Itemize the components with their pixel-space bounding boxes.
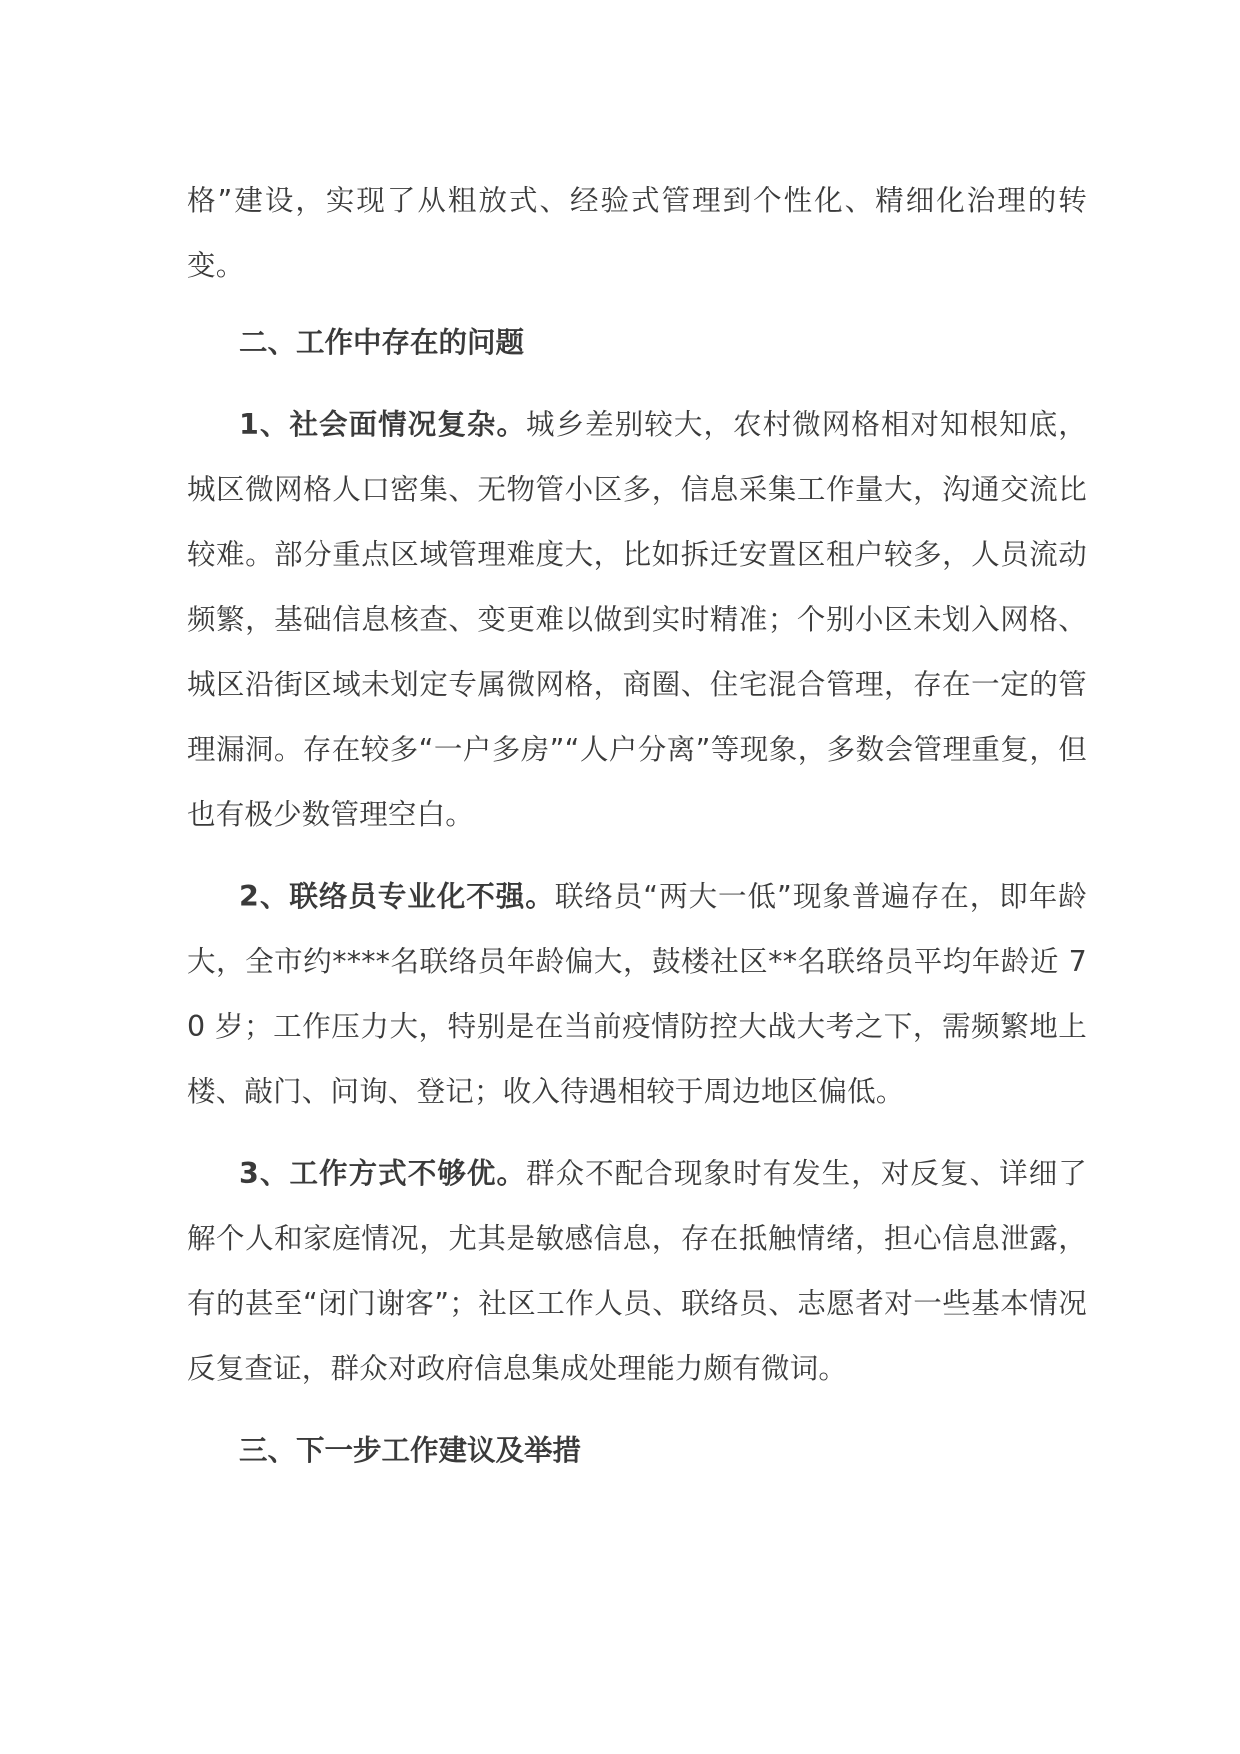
problem-item-text: 城乡差别较大，农村微网格相对知根知底，城区微网格人口密集、无物管小区多，信息采集工作量大，沟通交流比较难。部分重点区域管理难度大，比如拆迁安置区租户较多，人员流动频繁，基础信息核查、变更难以做到实时精准；个别小区未划入网格、城区沿街区域未划定专属微网格，商圈、住宅混合管理，存在一定的管理漏洞。存在较多“一户多房”“人户分离”等现象，多数会管理重复，但也有极少数管理空白。: [187, 408, 1087, 831]
problem-item-2: [187, 864, 1087, 1124]
problem-item-3: [187, 1141, 1087, 1401]
problem-item-text: 群众不配合现象时有发生，对反复、详细了解个人和家庭情况，尤其是敏感信息，存在抵触情绪，担心信息泄露，有的甚至“闭门谢客”；社区工作人员、联络员、志愿者对一些基本情况反复查证，群众对政府信息集成处理能力颇有微词。: [187, 1157, 1087, 1385]
section-heading-problems: 二、工作中存在的问题: [239, 326, 525, 359]
continuation-paragraph: 格”建设，实现了从粗放式、经验式管理到个性化、精细化治理的转变。: [187, 184, 1087, 282]
problem-item-1: [187, 392, 1087, 847]
section-heading-next-steps: 三、下一步工作建议及举措: [239, 1434, 582, 1467]
document-page: [187, 168, 1087, 1483]
problem-item-text: 联络员“两大一低”现象普遍存在，即年龄大，全市约****名联络员年龄偏大，鼓楼社区**名联络员平均年龄近 70 岁；工作压力大，特别是在当前疫情防控大战大考之下，需频繁地上楼、敲门、问询、登记；收入待遇相较于周边地区偏低。: [187, 880, 1087, 1108]
problem-item-lead: 2、联络员专业化不强。: [239, 880, 555, 913]
problem-item-lead: 3、工作方式不够优。: [239, 1157, 527, 1190]
problem-item-lead: 1、社会面情况复杂。: [239, 408, 527, 441]
